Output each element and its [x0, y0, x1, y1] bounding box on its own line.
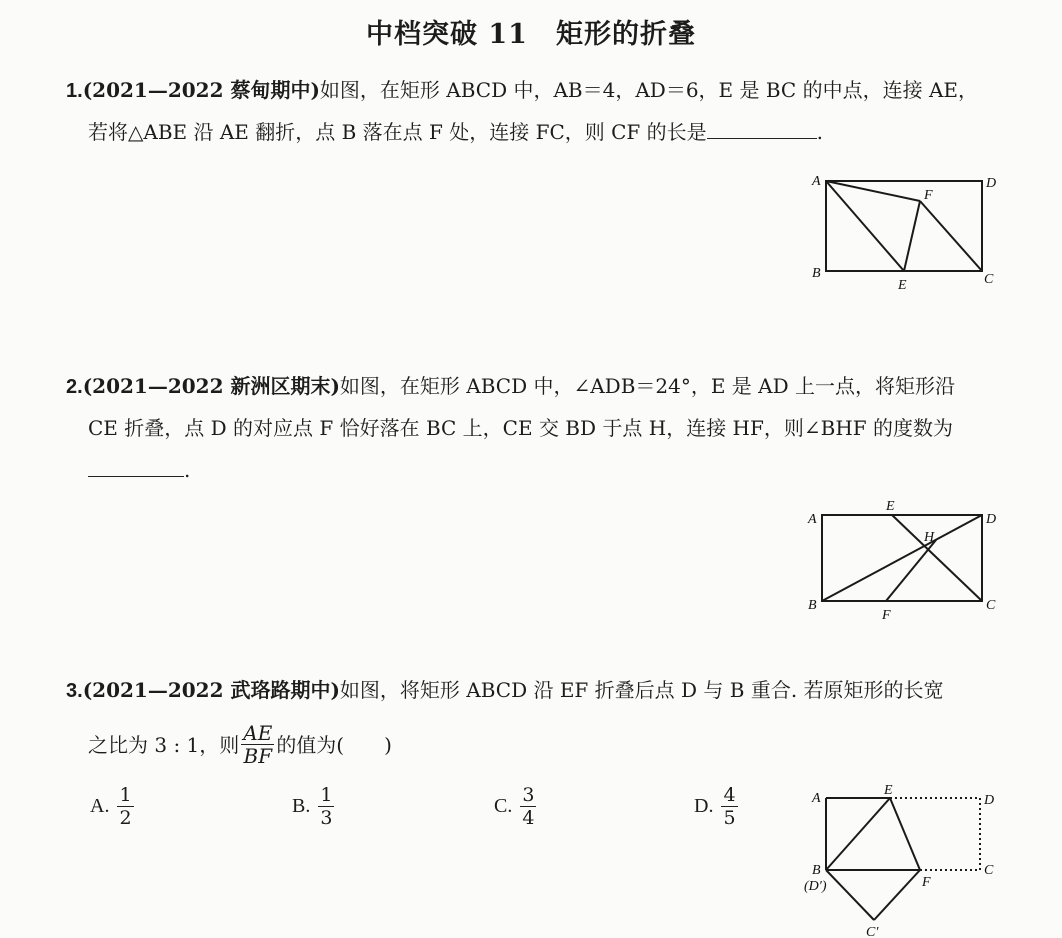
answer-blank[interactable] — [707, 120, 817, 139]
question-3-line-2 — [88, 722, 392, 767]
segment-ef — [890, 798, 920, 870]
fraction-numerator: 1 — [320, 784, 333, 806]
option-label: D. — [694, 795, 714, 817]
option-fraction — [520, 784, 536, 829]
segment-fc — [920, 201, 982, 271]
label-e: E — [884, 783, 893, 798]
option-fraction — [721, 784, 737, 829]
fraction-denominator: 5 — [723, 807, 736, 829]
segment-fe — [904, 201, 920, 271]
question-number: 3. — [66, 680, 83, 702]
question-text: 如图，将矩形 ABCD 沿 EF 折叠后点 D 与 B 重合. 若原矩形的长宽 — [339, 678, 944, 702]
option-a[interactable] — [90, 784, 136, 829]
label-c: C — [984, 863, 994, 878]
question-1-line-2 — [88, 118, 823, 146]
question-source: (2021—2022 蔡甸期中) — [82, 78, 320, 102]
label-c-prime: C′ — [866, 925, 879, 938]
question-text: ) — [384, 732, 392, 757]
label-f: F — [922, 875, 931, 890]
label-e: E — [886, 499, 895, 514]
segment-bd — [822, 515, 982, 601]
question-number: 1. — [66, 80, 83, 102]
question-text: 如图，在矩形 ABCD 中，AB＝4，AD＝6，E 是 BC 的中点，连接 AE， — [319, 78, 978, 102]
label-c: C — [984, 272, 994, 287]
figure-1 — [800, 165, 1010, 295]
question-source: (2021—2022 武珞路期中) — [82, 678, 340, 702]
segment-c-prime-f — [874, 870, 920, 920]
question-text: 的值为( — [276, 732, 345, 757]
option-d[interactable] — [694, 784, 740, 829]
answer-blank[interactable] — [88, 458, 184, 477]
option-fraction — [117, 784, 133, 829]
label-d: D — [986, 512, 997, 527]
segment-ec — [892, 515, 982, 601]
fraction-denominator: BF — [243, 744, 273, 768]
fraction-numerator: 1 — [119, 784, 132, 806]
segment-bc-prime — [826, 870, 874, 920]
label-a: A — [812, 791, 821, 806]
figure-2 — [800, 495, 1010, 625]
question-text: CE 折叠，点 D 的对应点 F 恰好落在 BC 上，CE 交 BD 于点 H，连接 HF，则∠BHF 的度数为 — [88, 416, 953, 440]
question-number: 2. — [66, 376, 83, 398]
segment-hf — [886, 540, 936, 601]
fraction-numerator: 3 — [522, 784, 535, 806]
label-b: B — [812, 266, 821, 281]
page-title: 中档突破 11 矩形的折叠 — [366, 19, 696, 50]
question-2-line-3 — [88, 456, 190, 484]
fraction-numerator: 4 — [723, 784, 736, 806]
fraction-denominator: 4 — [522, 807, 535, 829]
option-label: A. — [90, 795, 110, 817]
option-label: C. — [494, 795, 513, 817]
fraction-numerator: AE — [243, 721, 273, 745]
option-c[interactable] — [494, 784, 538, 829]
label-d: D — [986, 176, 997, 191]
label-d-prime: (D′) — [804, 879, 827, 894]
label-a: A — [812, 174, 821, 189]
question-source: (2021—2022 新洲区期末) — [82, 374, 340, 398]
label-f: F — [924, 188, 933, 203]
label-h: H — [924, 530, 935, 545]
question-text: 如图，在矩形 ABCD 中，∠ADB＝24°，E 是 AD 上一点，将矩形沿 — [339, 374, 956, 398]
question-2-line-2 — [88, 414, 953, 442]
question-text: 若将△ABE 沿 AE 翻折，点 B 落在点 F 处，连接 FC，则 CF 的长是 — [88, 120, 707, 144]
segment-be — [826, 798, 890, 870]
question-text: . — [184, 458, 191, 482]
question-1-line-1 — [66, 76, 978, 105]
label-c: C — [986, 598, 996, 613]
label-b: B — [812, 863, 821, 878]
label-a: A — [808, 512, 817, 527]
label-e: E — [898, 278, 907, 293]
rectangle-abcd — [826, 181, 982, 271]
label-d: D — [984, 793, 995, 808]
option-b[interactable] — [292, 784, 336, 829]
label-f: F — [882, 608, 891, 623]
question-2-line-1 — [66, 372, 955, 401]
option-fraction — [318, 784, 334, 829]
fraction-denominator: 3 — [320, 807, 333, 829]
question-text: . — [816, 120, 824, 144]
fraction-ae-bf — [241, 722, 274, 767]
question-3-line-1 — [66, 676, 944, 705]
label-b: B — [808, 598, 817, 613]
question-text: 之比为 3 : 1，则 — [88, 732, 240, 757]
fraction-denominator: 2 — [119, 807, 132, 829]
option-label: B. — [292, 795, 311, 817]
figure-3 — [800, 780, 1020, 938]
